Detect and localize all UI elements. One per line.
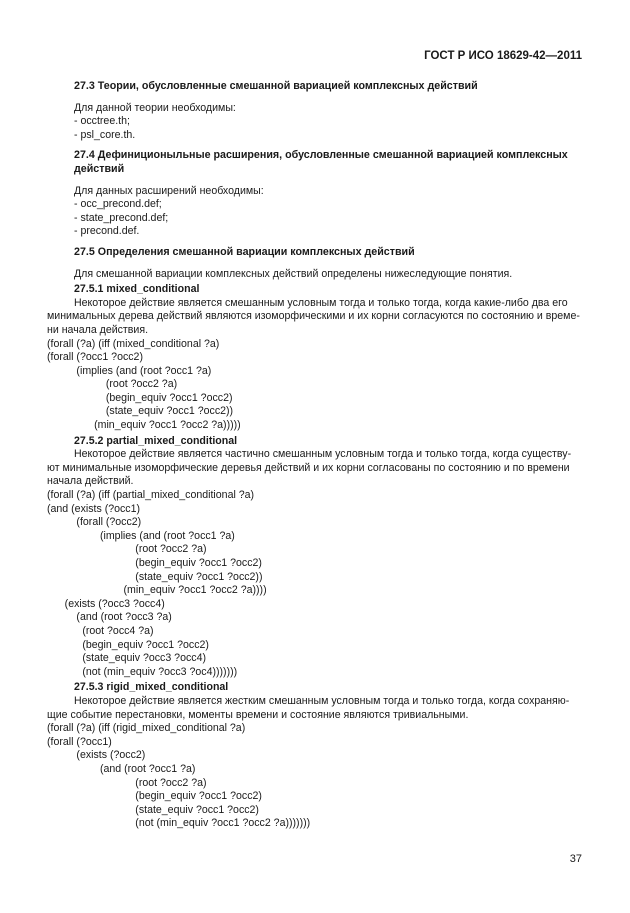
code-line: (min_equiv ?occ1 ?occ2 ?a)))) [47, 584, 267, 597]
section-27-5-1-code [47, 338, 587, 433]
section-27-3-title: 27.3 Теории, обусловленные смешанной вариацией комплексных действий [74, 80, 478, 92]
text-line: Некоторое действие является частично смешанным условным тогда и только тогда, когда существу- [74, 448, 572, 461]
section-27-4-list [74, 198, 587, 239]
code-line: (exists (?occ3 ?occ4) [47, 597, 165, 610]
section-27-5-3-title: 27.5.3 rigid_mixed_conditional [74, 681, 229, 694]
code-line: (implies (and (root ?occ1 ?a) [47, 364, 212, 377]
code-line: (min_equiv ?occ1 ?occ2 ?a))))) [47, 419, 241, 432]
code-line: (and (root ?occ3 ?a) [47, 611, 172, 624]
text-line: начала действий. [47, 475, 134, 488]
section-27-3-list [74, 115, 587, 142]
text-line: ют минимальные изоморфические деревья действий и их корни согласованы по состоянию и по времени [47, 461, 570, 474]
text-line: Некоторое действие является жестким смешанным условным тогда и только тогда, когда сохраняю- [74, 694, 570, 707]
section-27-3-intro: Для данной теории необходимы: [74, 101, 236, 114]
section-27-5-1-title: 27.5.1 mixed_conditional [74, 283, 200, 296]
section-27-5-2-title: 27.5.2 partial_mixed_conditional [74, 434, 238, 447]
page-content [47, 80, 587, 831]
section-27-4-title [74, 149, 587, 176]
list-item: - precond.def. [74, 225, 140, 238]
section-27-5-1-text [47, 297, 587, 338]
text-line: щие событие перестановки, моменты времени и состояние являются тривиальными. [47, 708, 469, 721]
code-line: (forall (?occ2) [47, 516, 142, 529]
code-line: (forall (?a) (iff (mixed_conditional ?a) [47, 337, 220, 350]
code-line: (forall (?occ1 ?occ2) [47, 351, 143, 364]
code-line: (state_equiv ?occ1 ?occ2)) [47, 405, 234, 418]
section-27-5-3-code [47, 722, 587, 831]
section-27-5-title: 27.5 Определения смешанной вариации комплексных действий [74, 245, 415, 258]
code-line: (begin_equiv ?occ1 ?occ2) [47, 638, 209, 651]
code-line: (begin_equiv ?occ1 ?occ2) [47, 391, 233, 404]
section-27-4-intro: Для данных расширений необходимы: [74, 184, 264, 197]
code-line: (state_equiv ?occ1 ?occ2) [47, 803, 259, 816]
section-27-5-2-text [47, 448, 587, 489]
code-line: (state_equiv ?occ1 ?occ2)) [47, 570, 263, 583]
code-line: (forall (?a) (iff (rigid_mixed_conditional ?a) [47, 722, 246, 735]
section-27-4-title-line1: 27.4 Дефиниционыльные расширения, обусловленные смешанной вариацией комплексных [74, 149, 568, 162]
code-line: (exists (?occ2) [47, 749, 146, 762]
text-line: Некоторое действие является смешанным условным тогда и только тогда, когда какие-либо два его [74, 296, 568, 309]
text-line: ни начала действия. [47, 323, 149, 336]
code-line: (not (min_equiv ?occ3 ?oc4))))))) [47, 665, 238, 678]
code-line: (root ?occ2 ?a) [47, 378, 178, 391]
section-27-5-intro: Для смешанной вариации комплексных действий определены нижеследующие понятия. [74, 267, 513, 280]
list-item: - occtree.th; [74, 115, 130, 128]
list-item: - psl_core.th. [74, 128, 136, 141]
standard-header: ГОСТ Р ИСО 18629-42—2011 [424, 50, 582, 62]
code-line: (and (exists (?occ1) [47, 502, 141, 515]
section-27-4-title-line2: действий [74, 162, 125, 175]
code-line: (implies (and (root ?occ1 ?a) [47, 529, 235, 542]
code-line: (begin_equiv ?occ1 ?occ2) [47, 557, 262, 569]
text-line: минимальных дерева действий являются изоморфическими и их корни согласуются по состоянию и време- [47, 310, 580, 323]
code-line: (forall (?a) (iff (partial_mixed_conditional ?a) [47, 489, 255, 502]
list-item: - occ_precond.def; [74, 198, 162, 211]
code-line: (root ?occ4 ?a) [47, 624, 154, 637]
list-item: - state_precond.def; [74, 211, 169, 224]
page-number: 37 [569, 853, 582, 865]
code-line: (begin_equiv ?occ1 ?occ2) [47, 790, 262, 803]
code-line: (root ?occ2 ?a) [47, 776, 207, 789]
code-line: (forall (?occ1) [47, 735, 112, 748]
section-27-5-3-text [47, 695, 587, 722]
code-line: (not (min_equiv ?occ1 ?occ2 ?a))))))) [47, 817, 311, 830]
code-line: (and (root ?occ1 ?a) [47, 762, 196, 775]
section-27-5-2-code [47, 489, 587, 679]
code-line: (state_equiv ?occ3 ?occ4) [47, 652, 206, 665]
code-line: (root ?occ2 ?a) [47, 543, 207, 556]
